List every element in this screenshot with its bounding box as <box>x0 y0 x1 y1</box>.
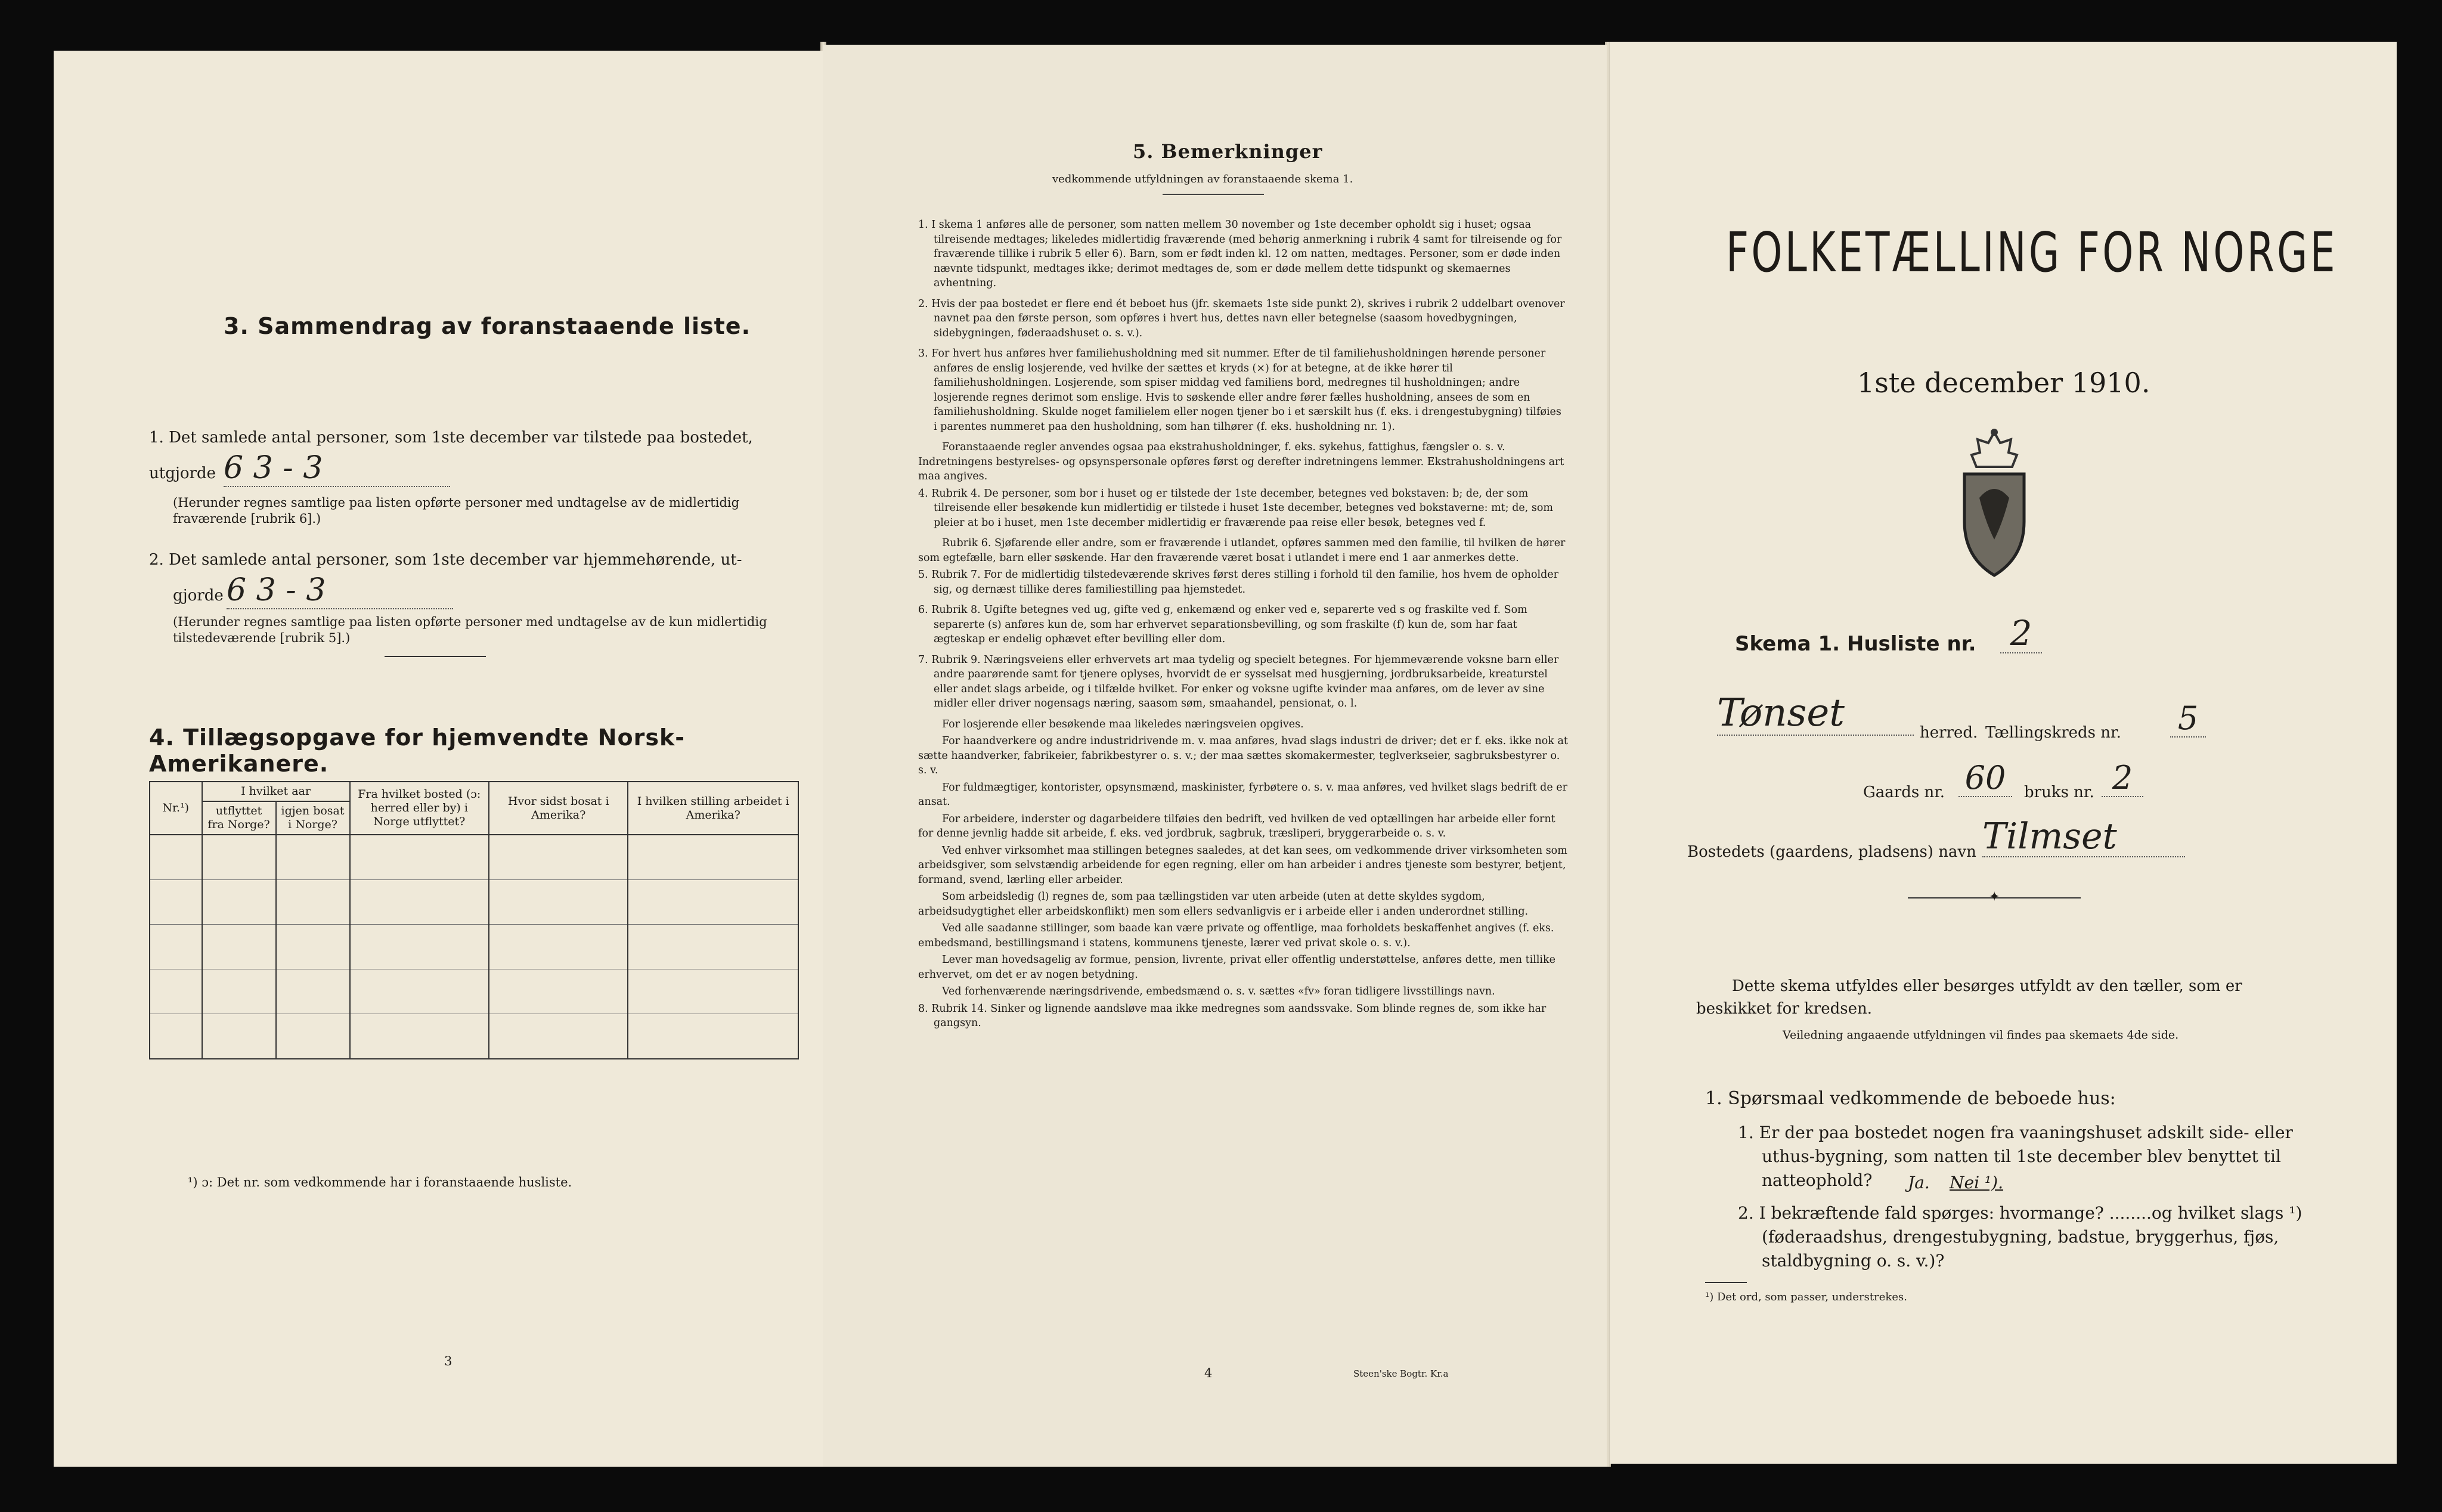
table-row <box>150 1014 798 1059</box>
table-row <box>150 880 798 925</box>
remark-item: For haandverkere og andre industridrivende m. v. maa anføres, hvad slags industri de driver; det er f. eks. ikke nok at sætte haandverker, fabrikeier, fabrikbestyrer o. s. v.; der maa sættes skomakermester, teglverkseier, sagbruksbestyrer o. s. v. <box>918 735 1568 776</box>
divider <box>1163 194 1264 195</box>
printer-mark: Steen'ske Bogtr. Kr.a <box>1353 1368 1449 1379</box>
remark-item: 4. Rubrik 4. De personer, som bor i huset og er tilstede der 1ste december, betegnes ved bokstaven: b; de, der som tilreisende eller besøkende kun midlertidig er tilstede i huset 1ste december, betegnes ved bokstaverne: mt; de, som pleier at bo i huset, men 1ste december midlertidig er fraværende paa reise eller besøk, betegnes ved f. <box>918 487 1553 529</box>
question-1-note: (Herunder regnes samtlige paa listen opførte personer med undtagelse av de midlertidig fraværende [rubrik 6].) <box>173 495 740 526</box>
schema-label: Skema 1. Husliste nr. <box>1735 632 1976 656</box>
herred-label: herred. <box>1920 724 1978 742</box>
right-footnote: ¹) Det ord, som passer, understrekes. <box>1705 1291 1907 1303</box>
house-question-2: 2. I bekræftende fald spørges: hvormange? ........og hvilket slags ¹) (føderaadshus, drengestubygning, badstue, bryggerhus, fjøs, staldbygning o. s. v.)? <box>1738 1203 2302 1271</box>
table-row <box>150 925 798 969</box>
husliste-nr-value: 2 <box>2000 614 2042 653</box>
bosted-label: Bostedets (gaardens, pladsens) navn <box>1687 843 1976 861</box>
question-1-text: 1. Det samlede antal personer, som 1ste december var tilstede paa bostedet, <box>149 429 753 447</box>
section-3-title: 3. Sammendrag av foranstaaende liste. <box>224 313 751 339</box>
middle-page <box>823 45 1607 1467</box>
remark-item: For losjerende eller besøkende maa likeledes næringsveien opgives. <box>942 718 1304 730</box>
ornament-icon: ✦ <box>1989 890 2000 904</box>
kreds-value: 5 <box>2170 701 2206 738</box>
table-row <box>150 969 798 1014</box>
instruction-small: Veiledning angaaende utfyldningen vil findes paa skemaets 4de side. <box>1783 1028 2179 1042</box>
instruction-text: Dette skema utfyldes eller besørges utfyldt av den tæller, som er beskikket for kredsen. <box>1696 977 2242 1018</box>
form-title: FOLKETÆLLING FOR NORGE <box>1726 221 2338 284</box>
question-2-note: (Herunder regnes samtlige paa listen opførte personer med undtagelse av de kun midlertidig tilstedeværende [rubrik 5].) <box>173 615 767 645</box>
col-nr: Nr.¹) <box>150 782 202 835</box>
coat-of-arms-icon <box>1953 426 2036 581</box>
col-occupation: I hvilken stilling arbeidet i Amerika? <box>628 782 798 835</box>
remark-item: Lever man hovedsagelig av formue, pension, livrente, privat eller offentlig understøttelse, anføres dette, men tillike erhvervet, om det er av nogen betydning. <box>918 954 1555 981</box>
norsk-amerikanere-table <box>149 781 799 1059</box>
middle-page-number: 4 <box>1204 1366 1213 1380</box>
remark-item: Foranstaaende regler anvendes ogsaa paa ekstrahusholdninger, f. eks. sykehus, fattighus, fængsler o. s. v. Indretningens bestyrelses- og opsynspersonale opføres først og derefter indretningens lemmer. Ekstrahusholdningens art maa angives. <box>918 441 1564 482</box>
col-group-year: I hvilket aar <box>202 782 350 801</box>
remark-item: For fuldmægtiger, kontorister, opsynsmænd, maskinister, fyrbøtere o. s. v. maa anføres, ved hvilket slags bedrift de er ansat. <box>918 781 1568 808</box>
question-1-value: 6 3 - 3 <box>224 450 450 487</box>
question-1-prefix: utgjorde <box>149 464 216 482</box>
herred-value: Tønset <box>1717 692 1914 736</box>
bruks-value: 2 <box>2102 760 2143 797</box>
answer-nei: Nei ¹). <box>1950 1173 2003 1192</box>
remark-item: 3. For hvert hus anføres hver familiehusholdning med sit nummer. Efter de til familiehusholdningen hørende personer anføres de enslig losjerende, ved hvilke der sættes et kryds (×) for at betegne, at de ikke hører til familiehusholdningen. Losjerende, som spiser middag ved familiens bord, medregnes til husholdningen; andre losjerende regnes derimot som enslige. Hvis to søskende eller andre fører fælles husholdning, ansees de som en familiehusholdning. Skulde noget familielem eller nogen tjener bo i et særskilt hus (f. eks. i drengestubygning) tilføies i parentes nummeret paa den husholdning, som han tilhører (f. eks. husholdning nr. 1). <box>918 348 1561 433</box>
table-row <box>150 835 798 880</box>
left-page-number: 3 <box>444 1354 453 1368</box>
question-2-text: 2. Det samlede antal personer, som 1ste december var hjemmehørende, ut- <box>149 551 742 569</box>
remarks-title: 5. Bemerkninger <box>1133 140 1323 163</box>
col-returned: igjen bosat i Norge? <box>276 801 350 835</box>
right-page <box>1610 42 2397 1464</box>
remark-item: 2. Hvis der paa bostedet er flere end ét beboet hus (jfr. skemaets 1ste side punkt 2), skrives i rubrik 2 uddelbart ovenover navnet paa den første person, som opføres i hvert hus, dettes navn eller betegnelse (saasom hovedbygningen, sidebygningen, føderaadshuset o. s. v.). <box>918 298 1565 339</box>
answer-ja: Ja. <box>1908 1173 1930 1192</box>
remark-item: Ved enhver virksomhet maa stillingen betegnes saaledes, at det kan sees, om vedkommende driver virksomheten som arbeidsgiver, som selvstændig arbeidende for egen regning, eller om han arbeider i andres tjeneste som bestyrer, betjent, formand, svend, lærling eller arbeider. <box>918 844 1567 886</box>
bruks-label: bruks nr. <box>2024 783 2094 801</box>
question-2-prefix: gjorde <box>173 587 224 605</box>
remark-item: 8. Rubrik 14. Sinker og lignende aandsløve maa ikke medregnes som aandssvake. Som blinde regnes de, som ikke har gangsyn. <box>918 1002 1547 1029</box>
divider <box>1705 1282 1747 1283</box>
remarks-list <box>918 218 1568 1037</box>
remark-item: Som arbeidsledig (l) regnes de, som paa tællingstiden var uten arbeide (uten at dette skyldes sygdom, arbeidsudygtighet eller arbeidskonflikt) men som ellers sedvanligvis er i arbeide eller i anden underordnet stilling. <box>918 891 1529 918</box>
remark-item: 6. Rubrik 8. Ugifte betegnes ved ug, gifte ved g, enkemænd og enker ved e, separerte ved s og fraskilte ved f. Som separerte (s) anføres kun de, som har erhvervet separationsbevilling, og som fraskilte (f) kun de, som har faat ægteskap er endelig ophævet efter bevilling eller dom. <box>918 604 1527 645</box>
col-emigrated: utflyttet fra Norge? <box>202 801 276 835</box>
house-question-1: 1. Er der paa bostedet nogen fra vaaningshuset adskilt side- eller uthus-bygning, som natten til 1ste december blev benyttet til natteophold? <box>1738 1123 2293 1190</box>
col-where-last: Hvor sidst bosat i Amerika? <box>489 782 628 835</box>
bosted-value: Tilmset <box>1982 817 2185 857</box>
remark-item: Ved forhenværende næringsdrivende, embedsmænd o. s. v. sættes «fv» foran tidligere livsstillings navn. <box>942 986 1495 997</box>
left-page <box>54 51 823 1467</box>
question-heading: 1. Spørsmaal vedkommende de beboede hus: <box>1705 1088 2116 1109</box>
remarks-subtitle: vedkommende utfyldningen av foranstaaende skema 1. <box>1052 173 1353 185</box>
gaards-value: 60 <box>1958 760 2012 797</box>
remark-item: 7. Rubrik 9. Næringsveiens eller erhvervets art maa tydelig og specielt betegnes. For hjemmeværende voksne barn eller andre paarørende samt for tjenere oplyses, hvorvidt de er sysselsat med husgjerning, jordbruksarbeide, kreaturstel eller andet slags arbeide, og i tilfælde hvilket. For enker og voksne ugifte kvinder maa anføres, om de lever av sine midler eller driver nogensags næring, saasom søm, smaahandel, pensionat, o. l. <box>918 653 1559 709</box>
left-footnote: ¹) ɔ: Det nr. som vedkommende har i foranstaaende husliste. <box>188 1175 572 1189</box>
remark-item: For arbeidere, inderster og dagarbeidere tilføies den bedrift, ved hvilken de ved optællingen har arbeide eller fornt for denne jevnlig hadde sit arbeide, f. eks. ved jordbruk, sagbruk, træsliperi, bryggerarbeide o. s. v. <box>918 813 1555 839</box>
question-2-value: 6 3 - 3 <box>227 572 453 609</box>
remark-item: Rubrik 6. Sjøfarende eller andre, som er fraværende i utlandet, opføres sammen med den familie, til hvilken de hører som egtefælle, barn eller søskende. Har den fraværende været bosat i utlandet i mere end 1 aar anmerkes dette. <box>918 537 1566 564</box>
remark-item: 5. Rubrik 7. For de midlertidig tilstedeværende skrives først deres stilling i forhold til den familie, hos hvem de opholder sig, og dernæst tillike deres familiestilling paa hjemstedet. <box>918 569 1559 596</box>
remark-item: 1. I skema 1 anføres alle de personer, som natten mellem 30 november og 1ste december opholdt sig i huset; ogsaa tilreisende medtages; likeledes midlertidig fraværende (med behørig anmerkning i rubrik 4 samt for tilreisende og for fraværende tillike i rubrik 5 eller 6). Barn, som er født inden kl. 12 om natten, medtages. Personer, som er døde inden nævnte tidspunkt, medtages ikke; derimot medtages de, som er døde mellem dette tidspunkt og skemaernes avhentning. <box>918 219 1562 289</box>
divider <box>385 656 486 657</box>
section-4-title: 4. Tillægsopgave for hjemvendte Norsk-Amerikanere. <box>149 724 685 777</box>
col-from-where: Fra hvilket bosted (ɔ: herred eller by) i Norge utflyttet? <box>350 782 489 835</box>
remark-item: Ved alle saadanne stillinger, som baade kan være private og offentlige, maa forholdets beskaffenhet angives (f. eks. embedsmand, bestillingsmand i statens, kommunens tjeneste, lærer ved privat skole o. s. v.). <box>918 922 1554 949</box>
kreds-label: Tællingskreds nr. <box>1985 724 2121 742</box>
gaards-label: Gaards nr. <box>1863 783 1945 801</box>
form-date: 1ste december 1910. <box>1857 367 2150 399</box>
